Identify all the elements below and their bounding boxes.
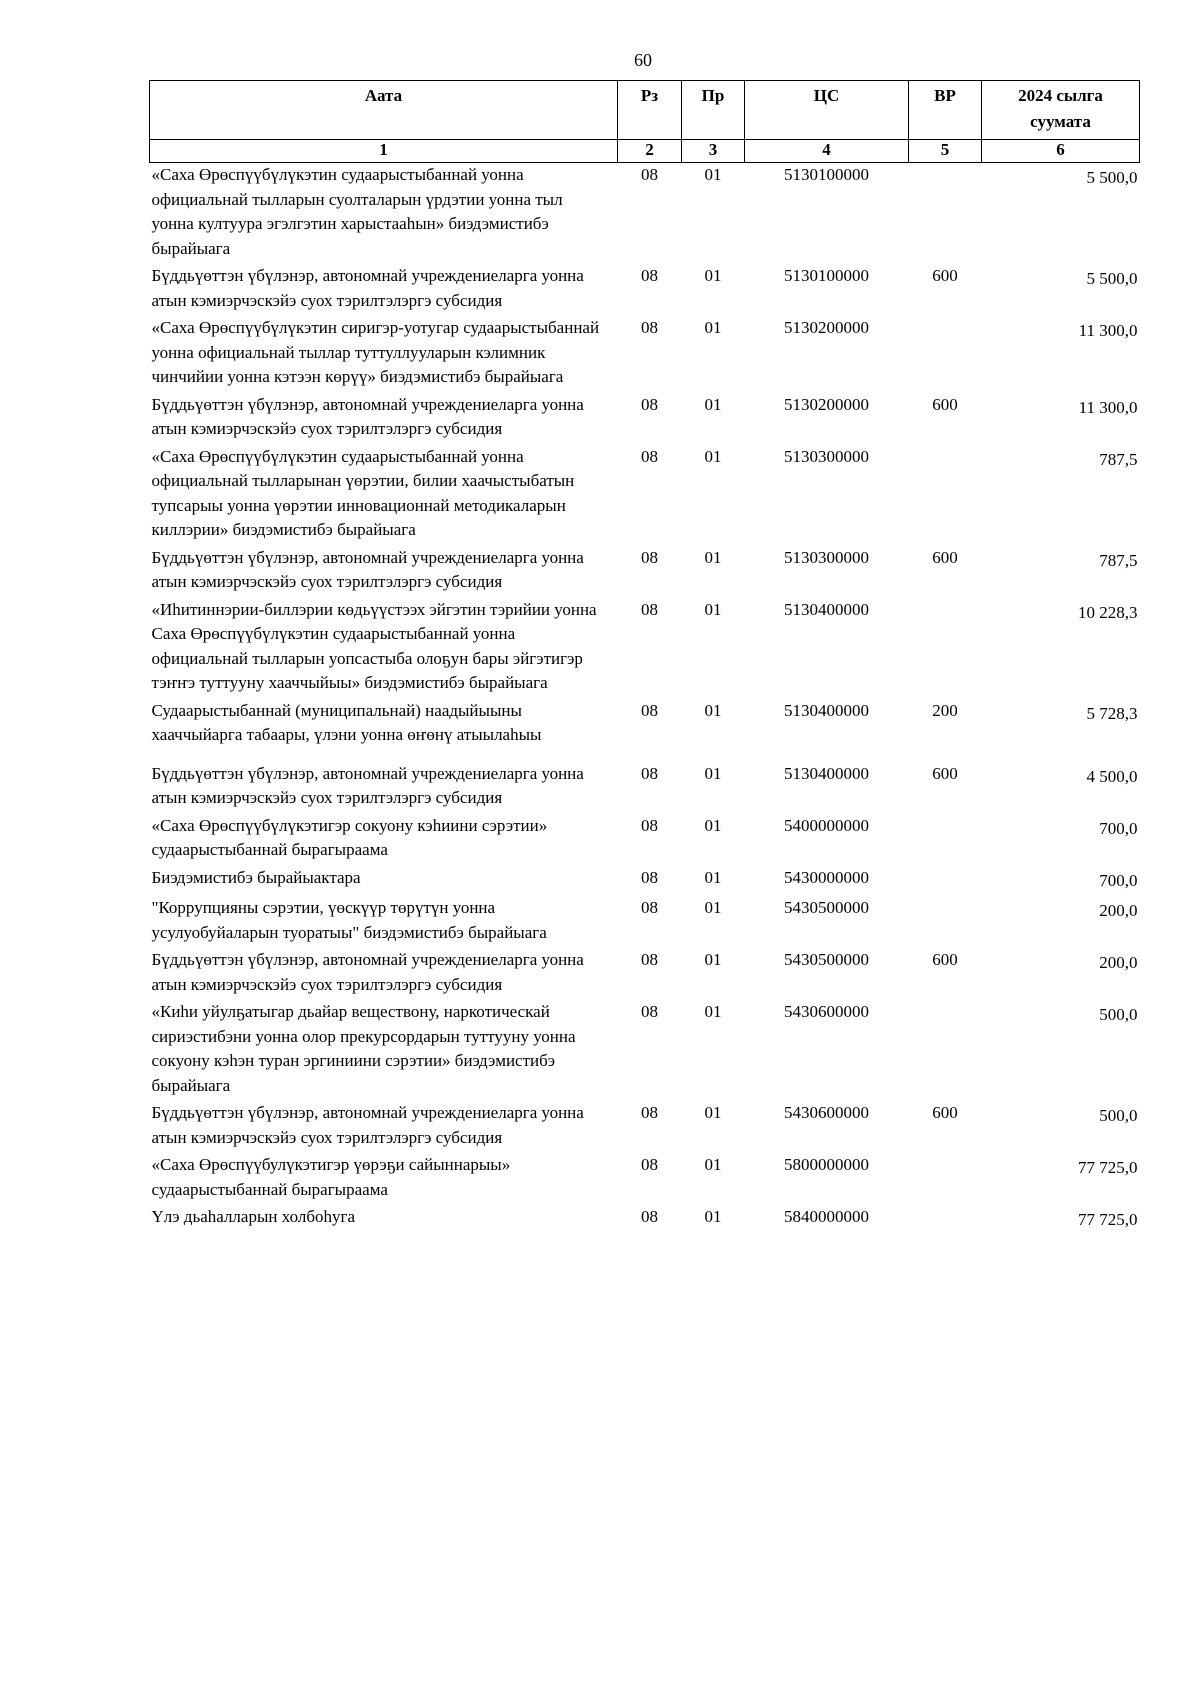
row-rz: 08 [641, 815, 658, 835]
row-rz: 08 [641, 318, 658, 337]
row-sum: 787,5 [1099, 550, 1138, 570]
row-sum: 5 500,0 [1086, 269, 1138, 288]
column-number: 2 [618, 140, 682, 163]
row-name: Бүддьүөттэн үбүлэнэр, автономнай учреждениеларга уонна атын кэмиэрчэскэйэ суох тэрилтэлэргэ субсидия [151, 763, 584, 807]
row-cs: 5130100000 [784, 266, 869, 285]
row-vr: 600 [932, 950, 958, 969]
budget-table [149, 80, 1140, 1236]
row-name: «Иһитиннэрии-биллэрии көдьүүстээх эйгэтин тэрийии уонна Саха Өрөспүүбүлүкэтин судаарыстыбаннай уонна официальнай тылларын уопсастыба олоҕун бары эйгэтигэр тэҥҥэ туттууну хааччыйыы» биэдэмистибэ бырайыага [151, 599, 597, 692]
table-row [150, 699, 1140, 762]
row-pr: 01 [704, 1103, 722, 1122]
table-row [150, 896, 1140, 948]
header-rz: Рз [618, 81, 682, 140]
row-sum: 11 300,0 [1078, 321, 1138, 340]
row-rz: 08 [641, 266, 658, 285]
row-name: Биэдэмистибэ бырайыактара [151, 867, 361, 887]
row-sum: 787,5 [1099, 449, 1138, 469]
row-vr [909, 163, 982, 265]
row-pr: 01 [704, 950, 722, 969]
row-name: "Коррупцияны сэрэтии, үөскүүр төрүтүн уонна усулуобуйаларын туоратыы" биэдэмистибэ бырайыага [151, 898, 547, 942]
row-pr: 01 [704, 165, 722, 184]
table-row [150, 393, 1140, 445]
row-pr: 01 [704, 394, 722, 414]
table-row [150, 445, 1140, 546]
table-row [150, 598, 1140, 699]
row-rz: 08 [641, 599, 658, 619]
column-number: 3 [682, 140, 745, 163]
row-name: «Саха Өрөспүүбүлүкэтигэр сокуону кэһиини сэрэтии» судаарыстыбаннай бырагыраама [151, 815, 548, 859]
row-vr [909, 1153, 982, 1205]
row-pr: 01 [704, 318, 722, 337]
table-row [150, 163, 1140, 265]
column-number: 6 [982, 140, 1140, 163]
row-sum: 11 300,0 [1078, 397, 1138, 417]
row-cs: 5430500000 [784, 950, 869, 969]
row-rz: 08 [641, 867, 658, 887]
row-vr [909, 866, 982, 897]
row-cs: 5400000000 [784, 815, 869, 835]
row-vr [909, 316, 982, 393]
row-name: «Саха Өрөспүүбүлүкэтин судаарыстыбаннай уонна официальнай тылларын суолталарын үрдэтии уонна тыл уонна култуура эгэлгэтин харыстааһын» биэдэмистибэ бырайыага [151, 165, 563, 258]
header-sum: 2024 сылга суумата [982, 81, 1140, 140]
row-rz: 08 [641, 394, 658, 414]
row-pr: 01 [704, 547, 722, 567]
row-name: «Саха Өрөспүүбүлүкэтин сиригэр-уотугар судаарыстыбаннай уонна официальнай тыллар туттуллууларын кэлимник чинчийии уонна кэтээн көрүү» биэдэмистибэ бырайыага [151, 318, 600, 386]
row-name: «Киһи уйулҕатыгар дьайар веществону, наркотическай сириэстибэни уонна олор прекурсордарын туттууну уонна сокуону кэһэн туран эргиниини сэрэтии» биэдэмистибэ бырайыага [151, 1002, 576, 1095]
table-row [150, 814, 1140, 866]
row-pr: 01 [704, 1155, 722, 1174]
row-rz: 08 [641, 950, 658, 969]
row-vr [909, 1205, 982, 1236]
row-name: «Саха Өрөспүүбулүкэтигэр үөрэҕи сайыннарыы» судаарыстыбаннай бырагыраама [151, 1155, 511, 1199]
row-rz: 08 [641, 898, 658, 917]
row-cs: 5130400000 [784, 700, 869, 720]
row-cs: 5800000000 [784, 1155, 869, 1174]
row-rz: 08 [641, 700, 658, 720]
row-vr: 600 [932, 763, 958, 783]
header-pr: Пр [682, 81, 745, 140]
row-sum: 4 500,0 [1086, 766, 1138, 786]
budget-table-container [149, 80, 1139, 1236]
row-name: Бүддьүөттэн үбүлэнэр, автономнай учреждениеларга уонна атын кэмиэрчэскэйэ суох тэрилтэлэргэ субсидия [151, 950, 584, 994]
row-rz: 08 [641, 547, 658, 567]
row-name: «Саха Өрөспүүбүлүкэтин судаарыстыбаннай уонна официальнай тылларынан үөрэтии, билии хаачыстыбатын тупсарыы уонна үөрэтии инновационнай методикаларын киллэрии» биэдэмистибэ бырайыага [151, 446, 575, 539]
page-number: 60 [634, 50, 652, 70]
row-rz: 08 [641, 446, 658, 466]
column-number: 1 [150, 140, 618, 163]
row-cs: 5430000000 [784, 867, 869, 887]
column-number: 4 [745, 140, 909, 163]
row-cs: 5130400000 [784, 763, 869, 783]
row-cs: 5130200000 [784, 318, 869, 337]
table-row [150, 866, 1140, 897]
row-sum: 700,0 [1099, 870, 1138, 890]
table-row [150, 1101, 1140, 1153]
row-pr: 01 [704, 1002, 722, 1021]
table-row [150, 1153, 1140, 1205]
row-vr: 600 [932, 266, 958, 285]
row-cs: 5130200000 [784, 394, 869, 414]
table-body [150, 163, 1140, 1236]
row-pr: 01 [704, 763, 722, 783]
row-cs: 5430600000 [784, 1103, 869, 1122]
row-vr [909, 1000, 982, 1101]
row-vr [909, 445, 982, 546]
row-pr: 01 [704, 1207, 722, 1226]
row-sum: 200,0 [1099, 953, 1138, 972]
row-name: Үлэ дьаһалларын холбоһуга [151, 1207, 356, 1226]
row-cs: 5840000000 [784, 1207, 869, 1226]
row-sum: 77 725,0 [1078, 1158, 1138, 1177]
row-sum: 5 500,0 [1086, 168, 1138, 187]
row-cs: 5430500000 [784, 898, 869, 917]
row-vr [909, 598, 982, 699]
row-pr: 01 [704, 700, 722, 720]
row-sum: 200,0 [1099, 901, 1138, 920]
row-vr [909, 896, 982, 948]
row-sum: 10 228,3 [1078, 602, 1138, 622]
row-name: Бүддьүөттэн үбүлэнэр, автономнай учреждениеларга уонна атын кэмиэрчэскэйэ суох тэрилтэлэргэ субсидия [151, 1103, 584, 1147]
row-pr: 01 [704, 898, 722, 917]
row-name: Бүддьүөттэн үбүлэнэр, автономнай учреждениеларга уонна атын кэмиэрчэскэйэ суох тэрилтэлэргэ субсидия [151, 547, 584, 591]
row-rz: 08 [641, 1002, 658, 1021]
row-pr: 01 [704, 815, 722, 835]
table-row [150, 546, 1140, 598]
table-row [150, 316, 1140, 393]
row-vr: 200 [932, 700, 958, 720]
row-sum: 77 725,0 [1078, 1210, 1138, 1229]
row-vr: 600 [932, 394, 958, 414]
row-rz: 08 [641, 1207, 658, 1226]
header-cs: ЦС [745, 81, 909, 140]
row-sum: 500,0 [1099, 1005, 1138, 1024]
row-cs: 5130400000 [784, 599, 869, 619]
row-pr: 01 [704, 446, 722, 466]
row-name: Бүддьүөттэн үбүлэнэр, автономнай учреждениеларга уонна атын кэмиэрчэскэйэ суох тэрилтэлэргэ субсидия [151, 266, 584, 310]
column-number-row [150, 140, 1140, 163]
table-row [150, 762, 1140, 814]
row-sum: 700,0 [1099, 818, 1138, 838]
header-vr: ВР [909, 81, 982, 140]
table-row [150, 264, 1140, 316]
row-sum: 500,0 [1099, 1106, 1138, 1125]
row-rz: 08 [641, 1103, 658, 1122]
row-cs: 5430600000 [784, 1002, 869, 1021]
row-rz: 08 [641, 1155, 658, 1174]
row-name: Бүддьүөттэн үбүлэнэр, автономнай учреждениеларга уонна атын кэмиэрчэскэйэ суох тэрилтэлэргэ субсидия [151, 394, 584, 438]
column-number: 5 [909, 140, 982, 163]
row-cs: 5130100000 [784, 165, 869, 184]
row-vr [909, 814, 982, 866]
table-header-row [150, 81, 1140, 140]
row-rz: 08 [641, 763, 658, 783]
row-name: Судаарыстыбаннай (муниципальнай) наадыйыыны хааччыйарга табаары, үлэни уонна өҥөнү атыылаһыы [151, 700, 542, 744]
table-row [150, 948, 1140, 1000]
row-pr: 01 [704, 266, 722, 285]
row-pr: 01 [704, 867, 722, 887]
row-cs: 5130300000 [784, 547, 869, 567]
row-pr: 01 [704, 599, 722, 619]
table-row [150, 1205, 1140, 1236]
row-vr: 600 [932, 1103, 958, 1122]
table-row [150, 1000, 1140, 1101]
row-sum: 5 728,3 [1086, 703, 1138, 723]
header-name: Аата [150, 81, 618, 140]
row-cs: 5130300000 [784, 446, 869, 466]
row-vr: 600 [932, 547, 958, 567]
row-rz: 08 [641, 165, 658, 184]
